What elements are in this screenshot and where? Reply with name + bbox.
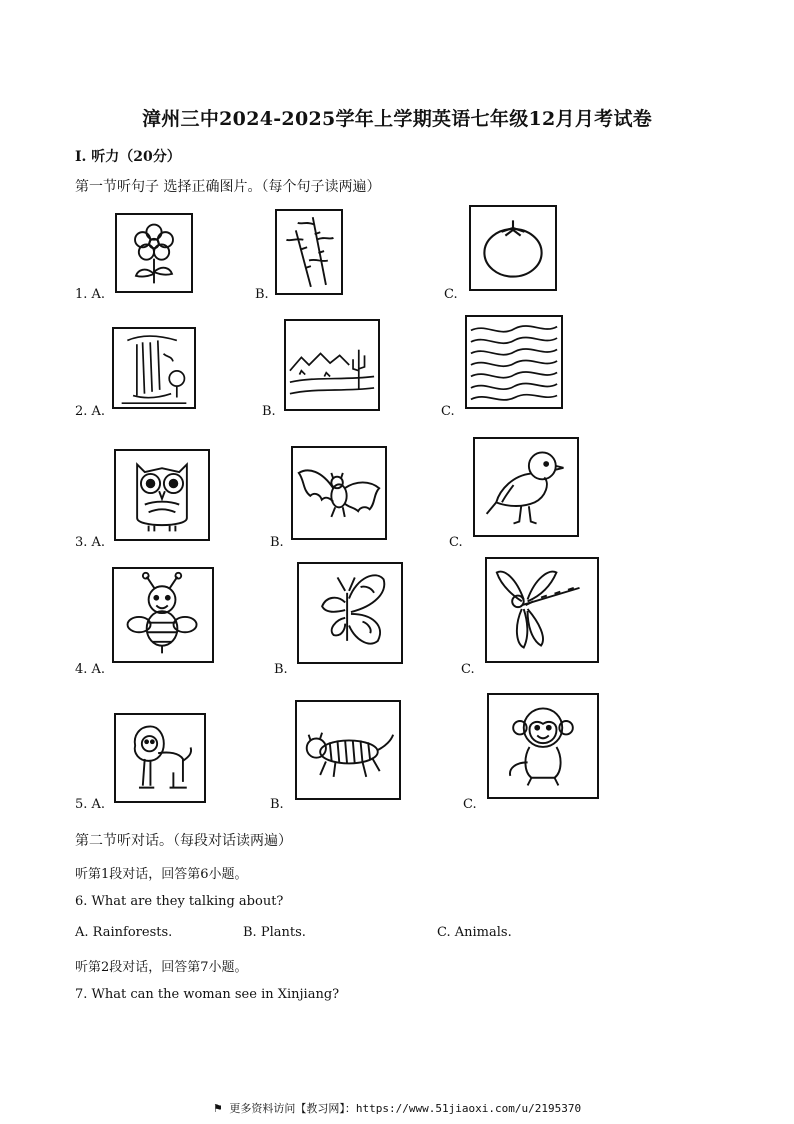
q1-option-b: B. (255, 287, 269, 302)
q6-question: 6. What are they talking about? (75, 894, 284, 909)
q2-option-b: B. (262, 404, 276, 419)
butterfly-icon[interactable] (297, 562, 403, 664)
q2-option-c: C. (441, 404, 455, 419)
flag-icon: ⚑ (212, 1102, 223, 1115)
lion-icon[interactable] (114, 713, 206, 803)
q3-option-c: C. (449, 535, 463, 550)
q4-option-b: B. (274, 662, 288, 677)
q3-option-b: B. (270, 535, 284, 550)
q5-label: 5. A. (75, 797, 106, 812)
waterfall-icon[interactable] (112, 327, 196, 409)
footer-link[interactable] (0, 1100, 794, 1116)
q6-option-c: C. Animals. (437, 925, 512, 940)
dragonfly-icon[interactable] (485, 557, 599, 663)
q2-label: 2. A. (75, 404, 106, 419)
q7-question: 7. What can the woman see in Xinjiang? (75, 987, 340, 1002)
bamboo-icon[interactable] (275, 209, 343, 295)
sea-waves-icon[interactable] (465, 315, 563, 409)
page-title: 漳州三中2024-2025学年上学期英语七年级12月月考试卷 (141, 108, 653, 130)
q5-option-c: C. (463, 797, 477, 812)
desert-icon[interactable] (284, 319, 380, 411)
footer-text: 更多资料访问【教习网】：https://www.51jiaoxi.com/u/2195370 (229, 1102, 582, 1115)
flower-icon[interactable] (115, 213, 193, 293)
q4-option-c: C. (461, 662, 475, 677)
q4-label: 4. A. (75, 662, 106, 677)
bird-icon[interactable] (473, 437, 579, 537)
dialog1-instruction: 听第1段对话，回答第6小题。 (75, 867, 248, 882)
q5-option-b: B. (270, 797, 284, 812)
tomato-icon[interactable] (469, 205, 557, 291)
section-listening-heading: I. 听力（20分） (75, 149, 181, 165)
part2-heading: 第二节听对话。（每段对话读两遍） (75, 833, 292, 849)
monkey-icon[interactable] (487, 693, 599, 799)
bat-icon[interactable] (291, 446, 387, 540)
owl-icon[interactable] (114, 449, 210, 541)
tiger-icon[interactable] (295, 700, 401, 800)
q3-label: 3. A. (75, 535, 106, 550)
dialog2-instruction: 听第2段对话，回答第7小题。 (75, 960, 248, 975)
q1-label: 1. A. (75, 287, 106, 302)
q1-option-c: C. (444, 287, 458, 302)
bee-icon[interactable] (112, 567, 214, 663)
q6-option-b: B. Plants. (243, 925, 306, 940)
part1-heading: 第一节听句子 选择正确图片。（每个句子读两遍） (75, 179, 381, 195)
q6-option-a: A. Rainforests. (75, 925, 173, 940)
